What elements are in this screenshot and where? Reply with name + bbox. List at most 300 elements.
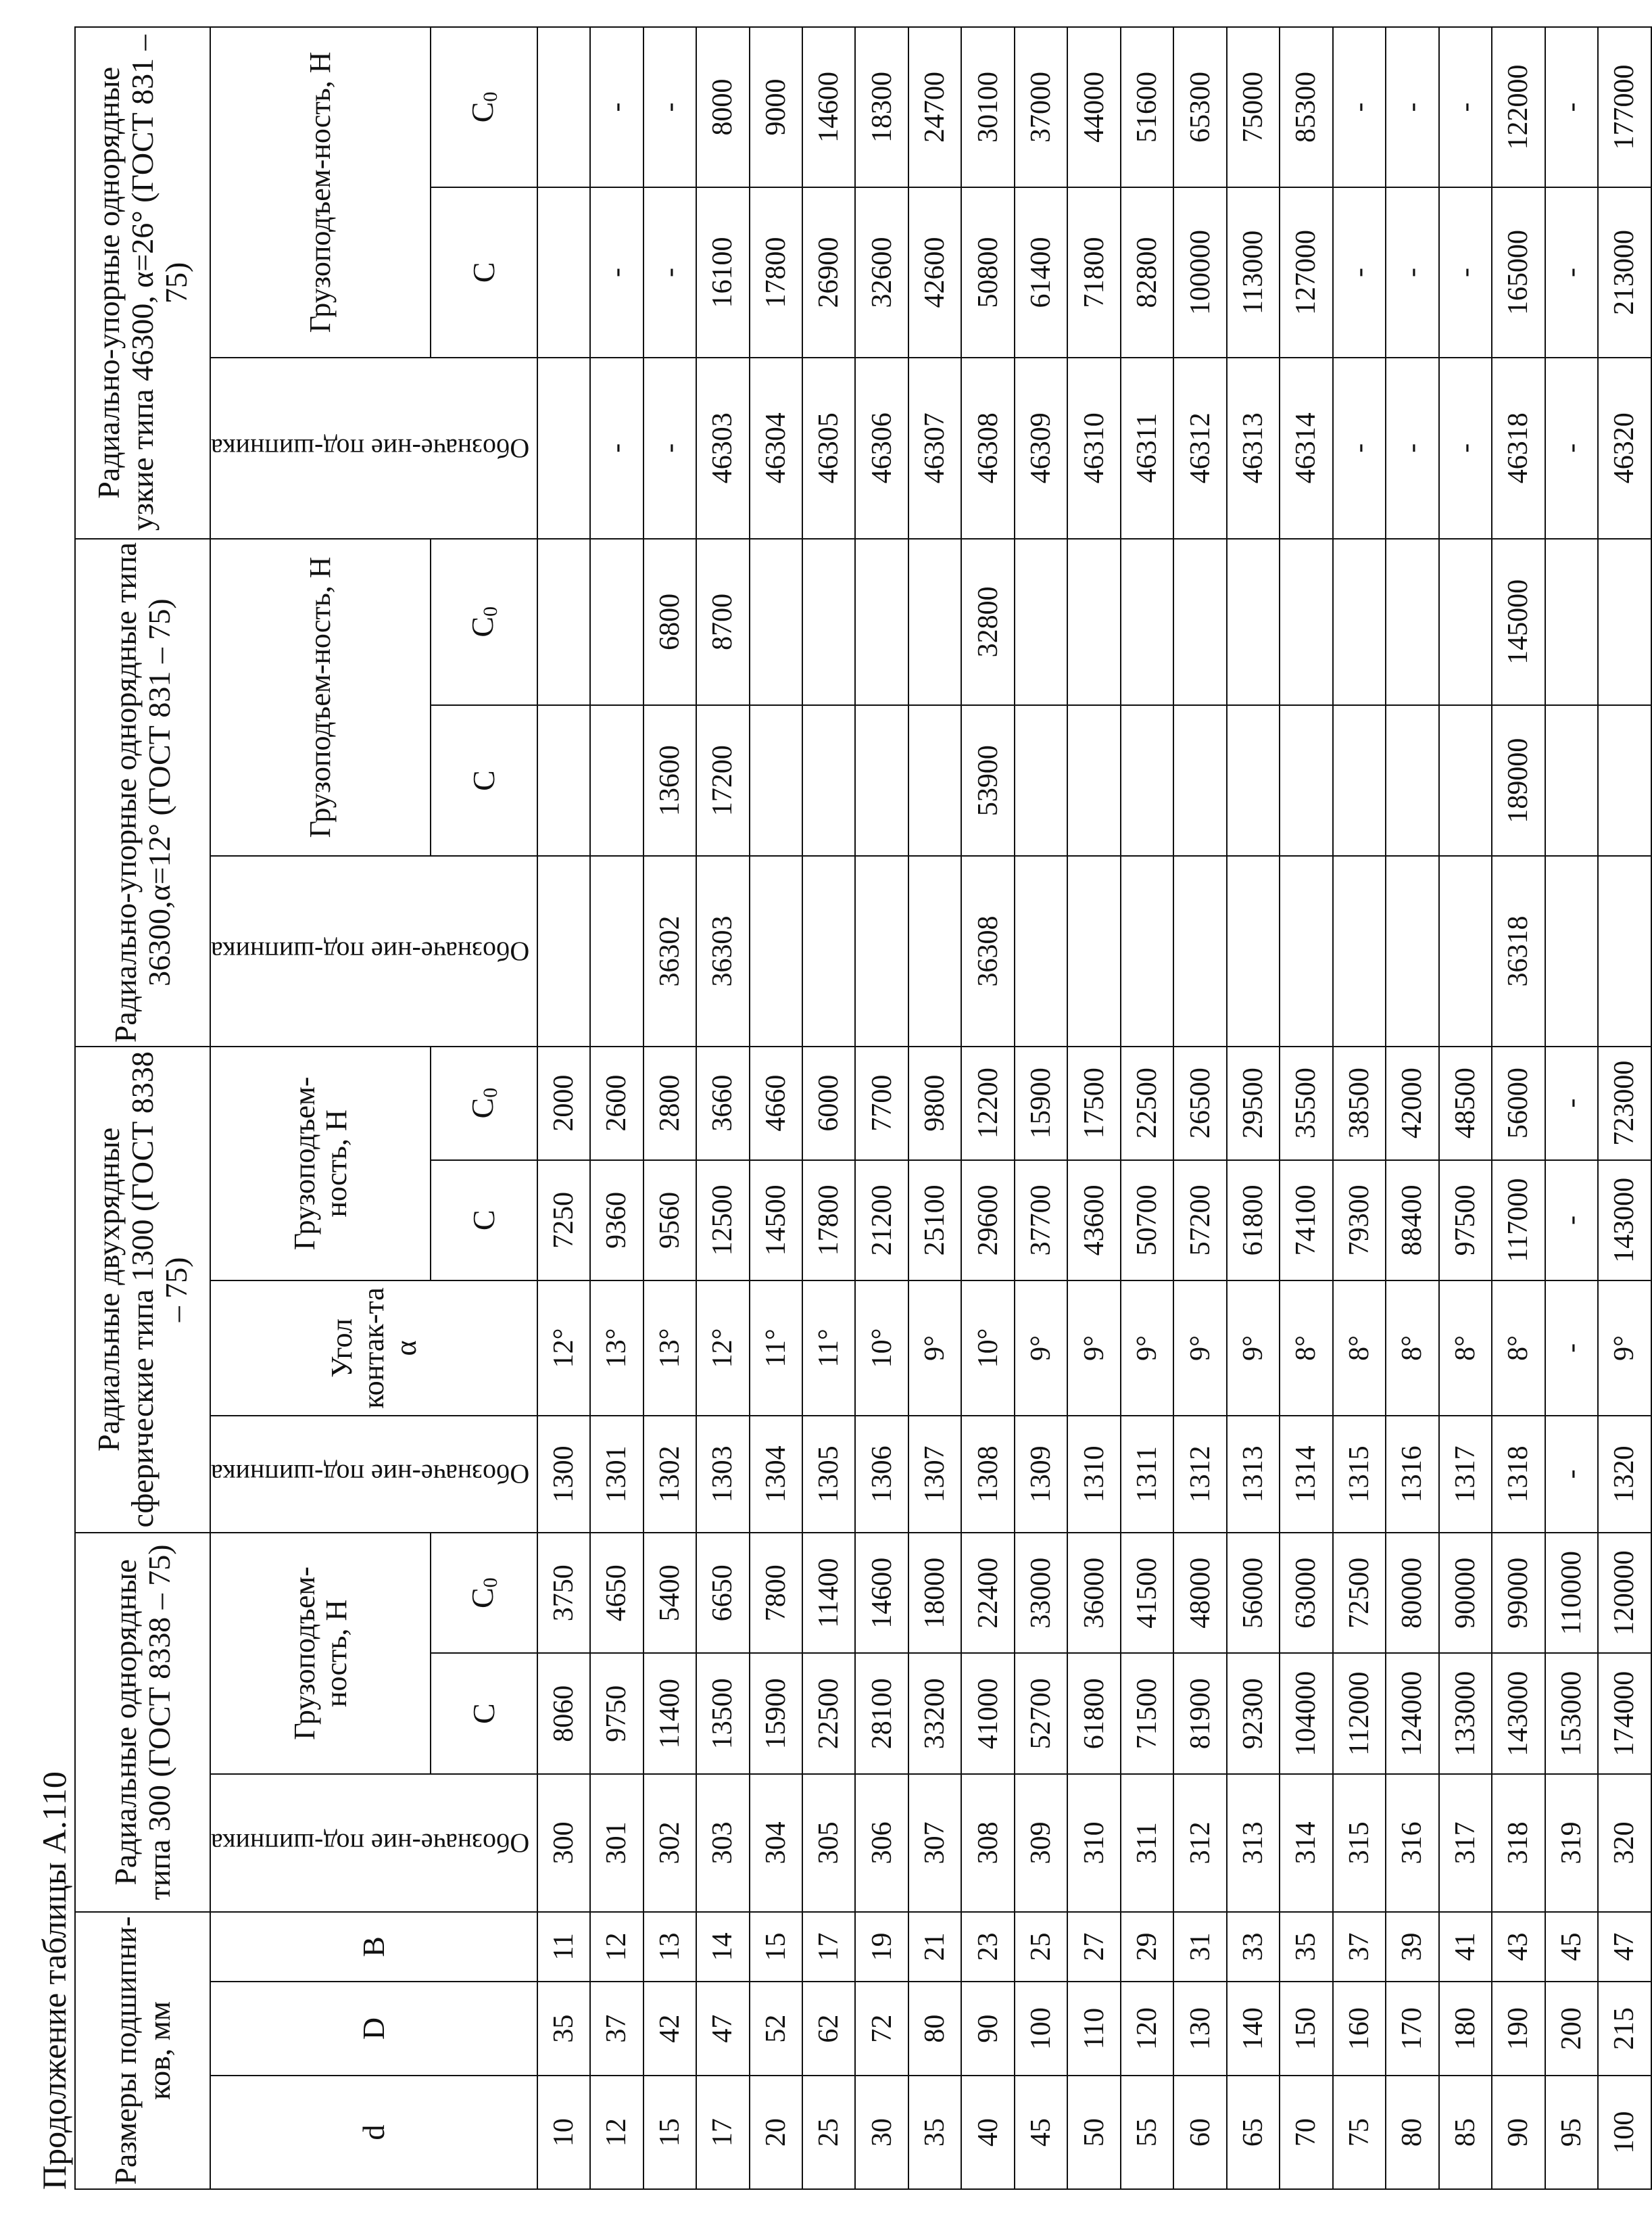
- header-C0-46300: $C_0$: [431, 27, 537, 187]
- header-bearing-sizes: Размеры подшипни-ков, мм: [75, 1912, 210, 2189]
- table-cell: 190: [1492, 1982, 1545, 2076]
- table-cell: 79300: [1333, 1160, 1386, 1280]
- table-cell: 88400: [1386, 1160, 1438, 1280]
- table-cell: [1333, 705, 1386, 856]
- table-cell: 65: [1227, 2076, 1280, 2189]
- table-cell: [1333, 856, 1386, 1047]
- table-cell: 9800: [908, 1047, 961, 1160]
- table-cell: 33: [1227, 1912, 1280, 1982]
- table-cell: 1313: [1227, 1416, 1280, 1533]
- table-cell: [1545, 856, 1598, 1047]
- header-capacity-46300: Грузоподъем-ность, Н: [210, 27, 431, 358]
- table-cell: 41: [1439, 1912, 1492, 1982]
- table-cell: 55: [1121, 2076, 1173, 2189]
- table-cell: 4660: [750, 1047, 802, 1160]
- table-cell: 318: [1492, 1774, 1545, 1912]
- table-cell: 36308: [961, 856, 1014, 1047]
- table-cell: 47: [696, 1982, 749, 2076]
- table-cell: 37700: [1015, 1160, 1067, 1280]
- table-cell: 46303: [696, 358, 749, 539]
- table-cell: 71500: [1121, 1653, 1173, 1773]
- table-cell: 33000: [1015, 1533, 1067, 1653]
- table-cell: 23: [961, 1912, 1014, 1982]
- table-cell: 1303: [696, 1416, 749, 1533]
- table-cell: 6800: [643, 539, 696, 705]
- table-cell: 6000: [802, 1047, 855, 1160]
- table-cell: 7700: [855, 1047, 908, 1160]
- table-cell: 46306: [855, 358, 908, 539]
- table-cell: 143000: [1598, 1160, 1651, 1280]
- table-cell: -: [1333, 358, 1386, 539]
- table-cell: 28100: [855, 1653, 908, 1773]
- table-row: [1121, 27, 1173, 2189]
- table-cell: 309: [1015, 1774, 1067, 1912]
- table-cell: 22400: [961, 1533, 1014, 1653]
- table-cell: [590, 856, 643, 1047]
- table-cell: 2000: [537, 1047, 590, 1160]
- table-cell: -: [1545, 1160, 1598, 1280]
- header-C-46300: C: [431, 187, 537, 358]
- table-cell: [1439, 539, 1492, 705]
- table-cell: [855, 539, 908, 705]
- table-cell: 140: [1227, 1982, 1280, 2076]
- table-cell: 8060: [537, 1653, 590, 1773]
- table-cell: 307: [908, 1774, 961, 1912]
- table-cell: 9000: [750, 27, 802, 187]
- table-cell: 12500: [696, 1160, 749, 1280]
- table-row: [961, 27, 1014, 2189]
- table-cell: [855, 856, 908, 1047]
- table-cell: 1312: [1173, 1416, 1226, 1533]
- table-cell: 8°: [1439, 1280, 1492, 1416]
- table-cell: 317: [1439, 1774, 1492, 1912]
- table-cell: 1311: [1121, 1416, 1173, 1533]
- table-cell: 29500: [1227, 1047, 1280, 1160]
- table-cell: 46320: [1598, 358, 1651, 539]
- table-cell: 7800: [750, 1533, 802, 1653]
- header-capacity-300: Грузоподъем-ность, Н: [210, 1533, 431, 1774]
- table-cell: 127000: [1280, 187, 1332, 358]
- table-cell: -: [590, 187, 643, 358]
- header-type-36300: Радиально-упорные однорядные типа 36300,α=12° (ГОСТ 831 – 75): [75, 539, 210, 1047]
- table-cell: [1280, 705, 1332, 856]
- table-cell: 32800: [961, 539, 1014, 705]
- table-cell: 52: [750, 1982, 802, 2076]
- table-cell: 45: [1015, 2076, 1067, 2189]
- table-cell: 319: [1545, 1774, 1598, 1912]
- table-cell: [855, 705, 908, 856]
- table-cell: 36318: [1492, 856, 1545, 1047]
- table-cell: [537, 539, 590, 705]
- table-cell: -: [1386, 358, 1438, 539]
- table-cell: 18000: [908, 1533, 961, 1653]
- header-type-1300: Радиальные двухрядные сферические типа 1300 (ГОСТ 8338 – 75): [75, 1047, 210, 1533]
- table-cell: 17800: [750, 187, 802, 358]
- table-cell: 37000: [1015, 27, 1067, 187]
- table-cell: 48500: [1439, 1047, 1492, 1160]
- table-cell: 310: [1067, 1774, 1120, 1912]
- table-cell: 306: [855, 1774, 908, 1912]
- table-cell: 15900: [750, 1653, 802, 1773]
- table-cell: 113000: [1227, 187, 1280, 358]
- table-cell: 120: [1121, 1982, 1173, 2076]
- table-cell: -: [643, 187, 696, 358]
- table-row: [1598, 27, 1651, 2189]
- table-cell: [1015, 539, 1067, 705]
- table-cell: 9°: [1227, 1280, 1280, 1416]
- table-row: [643, 27, 696, 2189]
- table-cell: 3660: [696, 1047, 749, 1160]
- table-cell: 14500: [750, 1160, 802, 1280]
- table-cell: 112000: [1333, 1653, 1386, 1773]
- table-cell: -: [1545, 358, 1598, 539]
- table-cell: -: [1386, 187, 1438, 358]
- table-cell: [1439, 705, 1492, 856]
- table-cell: 56000: [1227, 1533, 1280, 1653]
- table-cell: [1015, 856, 1067, 1047]
- table-cell: 50700: [1121, 1160, 1173, 1280]
- table-cell: 95: [1545, 2076, 1598, 2189]
- table-row: [1227, 27, 1280, 2189]
- table-cell: 10°: [961, 1280, 1014, 1416]
- table-cell: 301: [590, 1774, 643, 1912]
- header-capacity-1300: Грузоподъем-ность, Н: [210, 1047, 431, 1280]
- table-cell: 5400: [643, 1533, 696, 1653]
- table-cell: 10: [537, 2076, 590, 2189]
- table-cell: -: [1545, 1416, 1598, 1533]
- table-cell: [1173, 539, 1226, 705]
- table-caption: Продолжение таблицы А.110: [35, 1771, 73, 2190]
- table-cell: 314: [1280, 1774, 1332, 1912]
- table-cell: 38500: [1333, 1047, 1386, 1160]
- table-cell: 143000: [1492, 1653, 1545, 1773]
- table-cell: 51600: [1121, 27, 1173, 187]
- table-cell: 71800: [1067, 187, 1120, 358]
- table-cell: 25: [802, 2076, 855, 2189]
- table-cell: 35: [1280, 1912, 1332, 1982]
- table-cell: [1121, 856, 1173, 1047]
- header-B: B: [210, 1912, 537, 1982]
- table-cell: 13°: [643, 1280, 696, 1416]
- table-cell: [537, 856, 590, 1047]
- table-cell: 12°: [537, 1280, 590, 1416]
- table-cell: 304: [750, 1774, 802, 1912]
- table-cell: 29600: [961, 1160, 1014, 1280]
- table-cell: 70: [1280, 2076, 1332, 2189]
- bearings-table: [74, 26, 1652, 2190]
- table-cell: 36303: [696, 856, 749, 1047]
- table-cell: 42000: [1386, 1047, 1438, 1160]
- table-cell: 723000: [1598, 1047, 1651, 1160]
- table-cell: 12°: [696, 1280, 749, 1416]
- table-cell: 1305: [802, 1416, 855, 1533]
- table-cell: 46310: [1067, 358, 1120, 539]
- table-cell: 215: [1598, 1982, 1651, 2076]
- table-cell: 9360: [590, 1160, 643, 1280]
- table-cell: 7250: [537, 1160, 590, 1280]
- table-cell: 22500: [1121, 1047, 1173, 1160]
- designation-1300-label: Обозначе-ние под-шипника: [211, 1459, 530, 1490]
- table-cell: 13°: [590, 1280, 643, 1416]
- table-cell: 25: [1015, 1912, 1067, 1982]
- table-cell: -: [1333, 187, 1386, 358]
- table-cell: [537, 27, 590, 187]
- table-row: [1015, 27, 1067, 2189]
- table-row: [696, 27, 749, 2189]
- table-cell: 14600: [855, 1533, 908, 1653]
- table-cell: [1598, 705, 1651, 856]
- table-cell: [1545, 539, 1598, 705]
- table-cell: 30: [855, 2076, 908, 2189]
- table-cell: 9°: [1173, 1280, 1226, 1416]
- table-cell: 72500: [1333, 1533, 1386, 1653]
- table-cell: -: [1545, 1047, 1598, 1160]
- header-C0-300: $C_0$: [431, 1533, 537, 1653]
- table-cell: 15: [750, 1912, 802, 1982]
- table-cell: 27: [1067, 1912, 1120, 1982]
- table-cell: 11°: [802, 1280, 855, 1416]
- table-cell: 14600: [802, 27, 855, 187]
- table-cell: 53900: [961, 705, 1014, 856]
- table-cell: 17800: [802, 1160, 855, 1280]
- table-cell: 302: [643, 1774, 696, 1912]
- table-cell: -: [1439, 187, 1492, 358]
- table-cell: -: [590, 358, 643, 539]
- table-cell: 74100: [1280, 1160, 1332, 1280]
- table-cell: 15: [643, 2076, 696, 2189]
- table-cell: [590, 705, 643, 856]
- table-cell: 308: [961, 1774, 1014, 1912]
- table-cell: -: [1439, 27, 1492, 187]
- table-cell: 11400: [643, 1653, 696, 1773]
- designation-36300-label: Обозначе-ние под-шипника: [211, 936, 530, 967]
- table-cell: 16100: [696, 187, 749, 358]
- table-cell: 57200: [1173, 1160, 1226, 1280]
- table-cell: 170: [1386, 1982, 1438, 2076]
- table-cell: -: [1545, 1280, 1598, 1416]
- table-cell: [1015, 705, 1067, 856]
- table-cell: [1598, 539, 1651, 705]
- table-row: [1492, 27, 1545, 2189]
- table-row: [1386, 27, 1438, 2189]
- table-cell: 21: [908, 1912, 961, 1982]
- table-cell: 17500: [1067, 1047, 1120, 1160]
- header-C-1300: C: [431, 1160, 537, 1280]
- table-cell: 120000: [1598, 1533, 1651, 1653]
- table-cell: 315: [1333, 1774, 1386, 1912]
- table-row: [750, 27, 802, 2189]
- table-cell: 124000: [1386, 1653, 1438, 1773]
- table-cell: 1300: [537, 1416, 590, 1533]
- header-type-46300: Радиально-упорные однорядные узкие типа 46300, α=26° (ГОСТ 831 – 75): [75, 27, 210, 539]
- table-row: [1333, 27, 1386, 2189]
- table-cell: -: [590, 27, 643, 187]
- table-cell: 104000: [1280, 1653, 1332, 1773]
- table-cell: 46308: [961, 358, 1014, 539]
- table-cell: 8°: [1280, 1280, 1332, 1416]
- table-body: [537, 27, 1651, 2189]
- table-cell: 100: [1598, 2076, 1651, 2189]
- table-cell: [1439, 856, 1492, 1047]
- header-designation-1300: [210, 1416, 537, 1533]
- header-C-300: C: [431, 1653, 537, 1773]
- table-cell: [750, 539, 802, 705]
- table-cell: 46305: [802, 358, 855, 539]
- table-cell: 17: [696, 2076, 749, 2189]
- table-cell: [537, 358, 590, 539]
- table-cell: [1067, 539, 1120, 705]
- header-designation-46300: [210, 358, 537, 539]
- table-cell: 145000: [1492, 539, 1545, 705]
- table-cell: [1227, 539, 1280, 705]
- table-cell: 1314: [1280, 1416, 1332, 1533]
- table-cell: 8°: [1333, 1280, 1386, 1416]
- table-cell: [590, 539, 643, 705]
- table-cell: [750, 705, 802, 856]
- table-row: [802, 27, 855, 2189]
- header-capacity-36300: Грузоподъем-ность, Н: [210, 539, 431, 857]
- table-cell: 18300: [855, 27, 908, 187]
- table-cell: 43600: [1067, 1160, 1120, 1280]
- table-cell: 80000: [1386, 1533, 1438, 1653]
- table-cell: [802, 539, 855, 705]
- table-cell: 35: [908, 2076, 961, 2189]
- header-C0-1300: $C_0$: [431, 1047, 537, 1160]
- table-cell: 1308: [961, 1416, 1014, 1533]
- table-row: [590, 27, 643, 2189]
- table-cell: 9750: [590, 1653, 643, 1773]
- table-cell: 8700: [696, 539, 749, 705]
- table-cell: 1316: [1386, 1416, 1438, 1533]
- header-C-36300: C: [431, 705, 537, 856]
- table-cell: 17200: [696, 705, 749, 856]
- table-cell: 39: [1386, 1912, 1438, 1982]
- table-cell: 46312: [1173, 358, 1226, 539]
- table-cell: [1386, 705, 1438, 856]
- table-cell: 81900: [1173, 1653, 1226, 1773]
- table-row: [1280, 27, 1332, 2189]
- table-cell: [1067, 705, 1120, 856]
- table-cell: 29: [1121, 1912, 1173, 1982]
- table-cell: 24700: [908, 27, 961, 187]
- table-cell: 41500: [1121, 1533, 1173, 1653]
- table-cell: 56000: [1492, 1047, 1545, 1160]
- table-cell: 46304: [750, 358, 802, 539]
- table-cell: 40: [961, 2076, 1014, 2189]
- table-cell: -: [1333, 27, 1386, 187]
- table-cell: 8°: [1492, 1280, 1545, 1416]
- table-cell: 2600: [590, 1047, 643, 1160]
- table-cell: 13: [643, 1912, 696, 1982]
- table-cell: 17: [802, 1912, 855, 1982]
- table-cell: 45: [1545, 1912, 1598, 1982]
- table-cell: 48000: [1173, 1533, 1226, 1653]
- table-cell: 174000: [1598, 1653, 1651, 1773]
- table-cell: [802, 856, 855, 1047]
- table-cell: 9°: [1121, 1280, 1173, 1416]
- table-cell: 4650: [590, 1533, 643, 1653]
- table-cell: 97500: [1439, 1160, 1492, 1280]
- table-cell: [1386, 856, 1438, 1047]
- table-cell: [1386, 539, 1438, 705]
- table-cell: 300: [537, 1774, 590, 1912]
- table-cell: 9560: [643, 1160, 696, 1280]
- table-cell: 21200: [855, 1160, 908, 1280]
- table-cell: [1173, 705, 1226, 856]
- header-designation-36300: [210, 856, 537, 1047]
- table-cell: 44000: [1067, 27, 1120, 187]
- table-cell: [1173, 856, 1226, 1047]
- table-cell: 41000: [961, 1653, 1014, 1773]
- table-cell: 1310: [1067, 1416, 1120, 1533]
- table-cell: [908, 705, 961, 856]
- table-cell: 9°: [1067, 1280, 1120, 1416]
- table-cell: 46309: [1015, 358, 1067, 539]
- table-cell: 12: [590, 1912, 643, 1982]
- table-cell: 1317: [1439, 1416, 1492, 1533]
- table-cell: 46314: [1280, 358, 1332, 539]
- table-cell: 20: [750, 2076, 802, 2189]
- table-cell: -: [1439, 358, 1492, 539]
- table-cell: 12200: [961, 1047, 1014, 1160]
- table-cell: 62: [802, 1982, 855, 2076]
- table-row: [537, 27, 590, 2189]
- table-cell: 42: [643, 1982, 696, 2076]
- table-row: [1545, 27, 1598, 2189]
- table-cell: 72: [855, 1982, 908, 2076]
- table-cell: 61800: [1067, 1653, 1120, 1773]
- table-cell: 177000: [1598, 27, 1651, 187]
- table-cell: 80: [908, 1982, 961, 2076]
- table-cell: 1302: [643, 1416, 696, 1533]
- table-cell: 92300: [1227, 1653, 1280, 1773]
- table-cell: 36000: [1067, 1533, 1120, 1653]
- table-cell: 150: [1280, 1982, 1332, 2076]
- table-cell: 75: [1333, 2076, 1386, 2189]
- table-cell: 9°: [1598, 1280, 1651, 1416]
- table-cell: 1301: [590, 1416, 643, 1533]
- table-cell: 311: [1121, 1774, 1173, 1912]
- table-cell: [1333, 539, 1386, 705]
- table-cell: 36302: [643, 856, 696, 1047]
- table-cell: 61800: [1227, 1160, 1280, 1280]
- table-cell: 1306: [855, 1416, 908, 1533]
- table-row: [908, 27, 961, 2189]
- table-cell: 9°: [1015, 1280, 1067, 1416]
- table-cell: [1227, 705, 1280, 856]
- table-cell: 11400: [802, 1533, 855, 1653]
- table-cell: 82800: [1121, 187, 1173, 358]
- header-D: D: [210, 1982, 537, 2076]
- table-cell: 80: [1386, 2076, 1438, 2189]
- header-d: d: [210, 2076, 537, 2189]
- table-cell: 25100: [908, 1160, 961, 1280]
- table-cell: [1121, 539, 1173, 705]
- table-cell: [802, 705, 855, 856]
- table-cell: 46311: [1121, 358, 1173, 539]
- header-designation-300: [210, 1774, 537, 1912]
- table-cell: 22500: [802, 1653, 855, 1773]
- table-row: [1067, 27, 1120, 2189]
- table-cell: 9°: [908, 1280, 961, 1416]
- header-type-300: Радиальные однорядные типа 300 (ГОСТ 8338 – 75): [75, 1533, 210, 1912]
- table-cell: [908, 856, 961, 1047]
- table-cell: [537, 187, 590, 358]
- table-cell: 52700: [1015, 1653, 1067, 1773]
- table-cell: 90: [1492, 2076, 1545, 2189]
- table-cell: 50: [1067, 2076, 1120, 2189]
- table-cell: 42600: [908, 187, 961, 358]
